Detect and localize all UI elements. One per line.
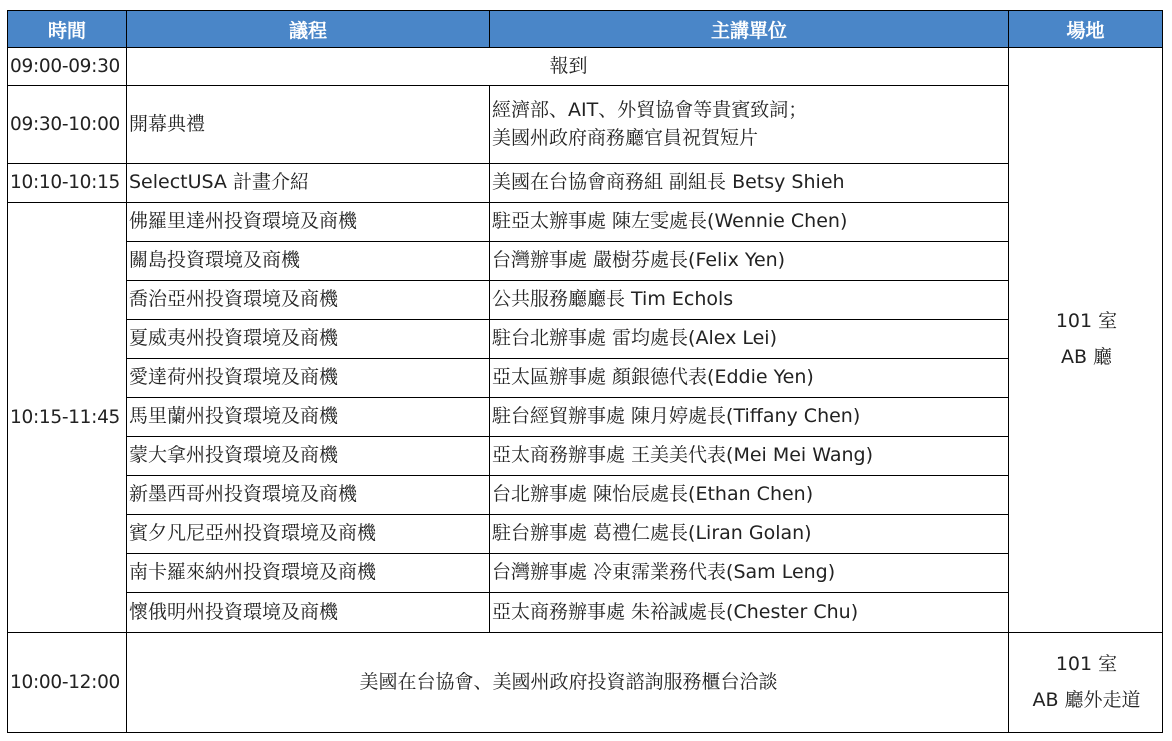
speaker-cell: 台灣辦事處 冷東霈業務代表(Sam Leng) — [490, 554, 1009, 593]
table-row — [8, 398, 1163, 437]
speaker-cell: 駐台北辦事處 雷均處長(Alex Lei) — [490, 320, 1009, 359]
speaker-cell: 亞太區辦事處 顏銀德代表(Eddie Yen) — [490, 359, 1009, 398]
speaker-cell: 駐台辦事處 葛禮仁處長(Liran Golan) — [490, 515, 1009, 554]
table-row — [8, 633, 1163, 733]
topic-cell: 愛達荷州投資環境及商機 — [127, 359, 490, 398]
venue-hall: AB 廳外走道 — [1032, 688, 1141, 711]
topic-cell: SelectUSA 計畫介紹 — [127, 164, 490, 203]
table-row — [8, 242, 1163, 281]
speaker-cell: 亞太商務辦事處 朱裕誠處長(Chester Chu) — [490, 593, 1009, 633]
header-row — [8, 11, 1163, 48]
speaker-cell: 台北辦事處 陳怡辰處長(Ethan Chen) — [490, 476, 1009, 515]
table-row — [8, 437, 1163, 476]
table-row — [8, 476, 1163, 515]
time-cell: 09:00-09:30 — [8, 48, 127, 86]
topic-cell: 報到 — [127, 48, 1009, 86]
venue-room: 101 室 — [1055, 652, 1118, 675]
speaker-cell: 美國在台協會商務組 副組長 Betsy Shieh — [490, 164, 1009, 203]
table-row — [8, 203, 1163, 242]
time-cell: 10:00-12:00 — [8, 633, 127, 733]
header-time: 時間 — [8, 11, 127, 48]
topic-cell: 新墨西哥州投資環境及商機 — [127, 476, 490, 515]
topic-cell: 南卡羅來納州投資環境及商機 — [127, 554, 490, 593]
table-row — [8, 281, 1163, 320]
table-row — [8, 554, 1163, 593]
table-row — [8, 86, 1163, 164]
topic-cell: 佛羅里達州投資環境及商機 — [127, 203, 490, 242]
speaker-cell: 駐台經貿辦事處 陳月婷處長(Tiffany Chen) — [490, 398, 1009, 437]
topic-cell: 喬治亞州投資環境及商機 — [127, 281, 490, 320]
header-topic: 議程 — [127, 11, 490, 48]
speaker-cell: 駐亞太辦事處 陳左雯處長(Wennie Chen) — [490, 203, 1009, 242]
table-row — [8, 320, 1163, 359]
speaker-cell: 亞太商務辦事處 王美美代表(Mei Mei Wang) — [490, 437, 1009, 476]
speaker-cell: 台灣辦事處 嚴樹芬處長(Felix Yen) — [490, 242, 1009, 281]
topic-cell: 賓夕凡尼亞州投資環境及商機 — [127, 515, 490, 554]
header-speaker: 主講單位 — [490, 11, 1009, 48]
topic-cell: 蒙大拿州投資環境及商機 — [127, 437, 490, 476]
topic-cell: 夏威夷州投資環境及商機 — [127, 320, 490, 359]
topic-cell: 懷俄明州投資環境及商機 — [127, 593, 490, 633]
speaker-cell: 公共服務廳廳長 Tim Echols — [490, 281, 1009, 320]
topic-cell: 美國在台協會、美國州政府投資諮詢服務櫃台洽談 — [127, 633, 1009, 733]
venue-cell — [1009, 633, 1163, 733]
table-row — [8, 359, 1163, 398]
speaker-cell — [490, 86, 1009, 164]
speaker-line: 美國州政府商務廳官員祝賀短片 — [492, 126, 759, 149]
venue-cell — [1009, 48, 1163, 633]
time-cell: 10:10-10:15 — [8, 164, 127, 203]
table-row — [8, 593, 1163, 633]
agenda-table — [7, 10, 1163, 733]
table-row — [8, 48, 1163, 86]
topic-cell: 關島投資環境及商機 — [127, 242, 490, 281]
table-row — [8, 164, 1163, 203]
topic-cell: 開幕典禮 — [127, 86, 490, 164]
venue-hall: AB 廳 — [1060, 346, 1113, 368]
time-cell: 10:15-11:45 — [8, 203, 127, 633]
speaker-line: 經濟部、AIT、外貿協會等貴賓致詞； — [492, 98, 808, 121]
time-cell: 09:30-10:00 — [8, 86, 127, 164]
venue-room: 101 室 — [1055, 310, 1118, 333]
table-row — [8, 515, 1163, 554]
header-venue: 場地 — [1009, 11, 1163, 48]
topic-cell: 馬里蘭州投資環境及商機 — [127, 398, 490, 437]
